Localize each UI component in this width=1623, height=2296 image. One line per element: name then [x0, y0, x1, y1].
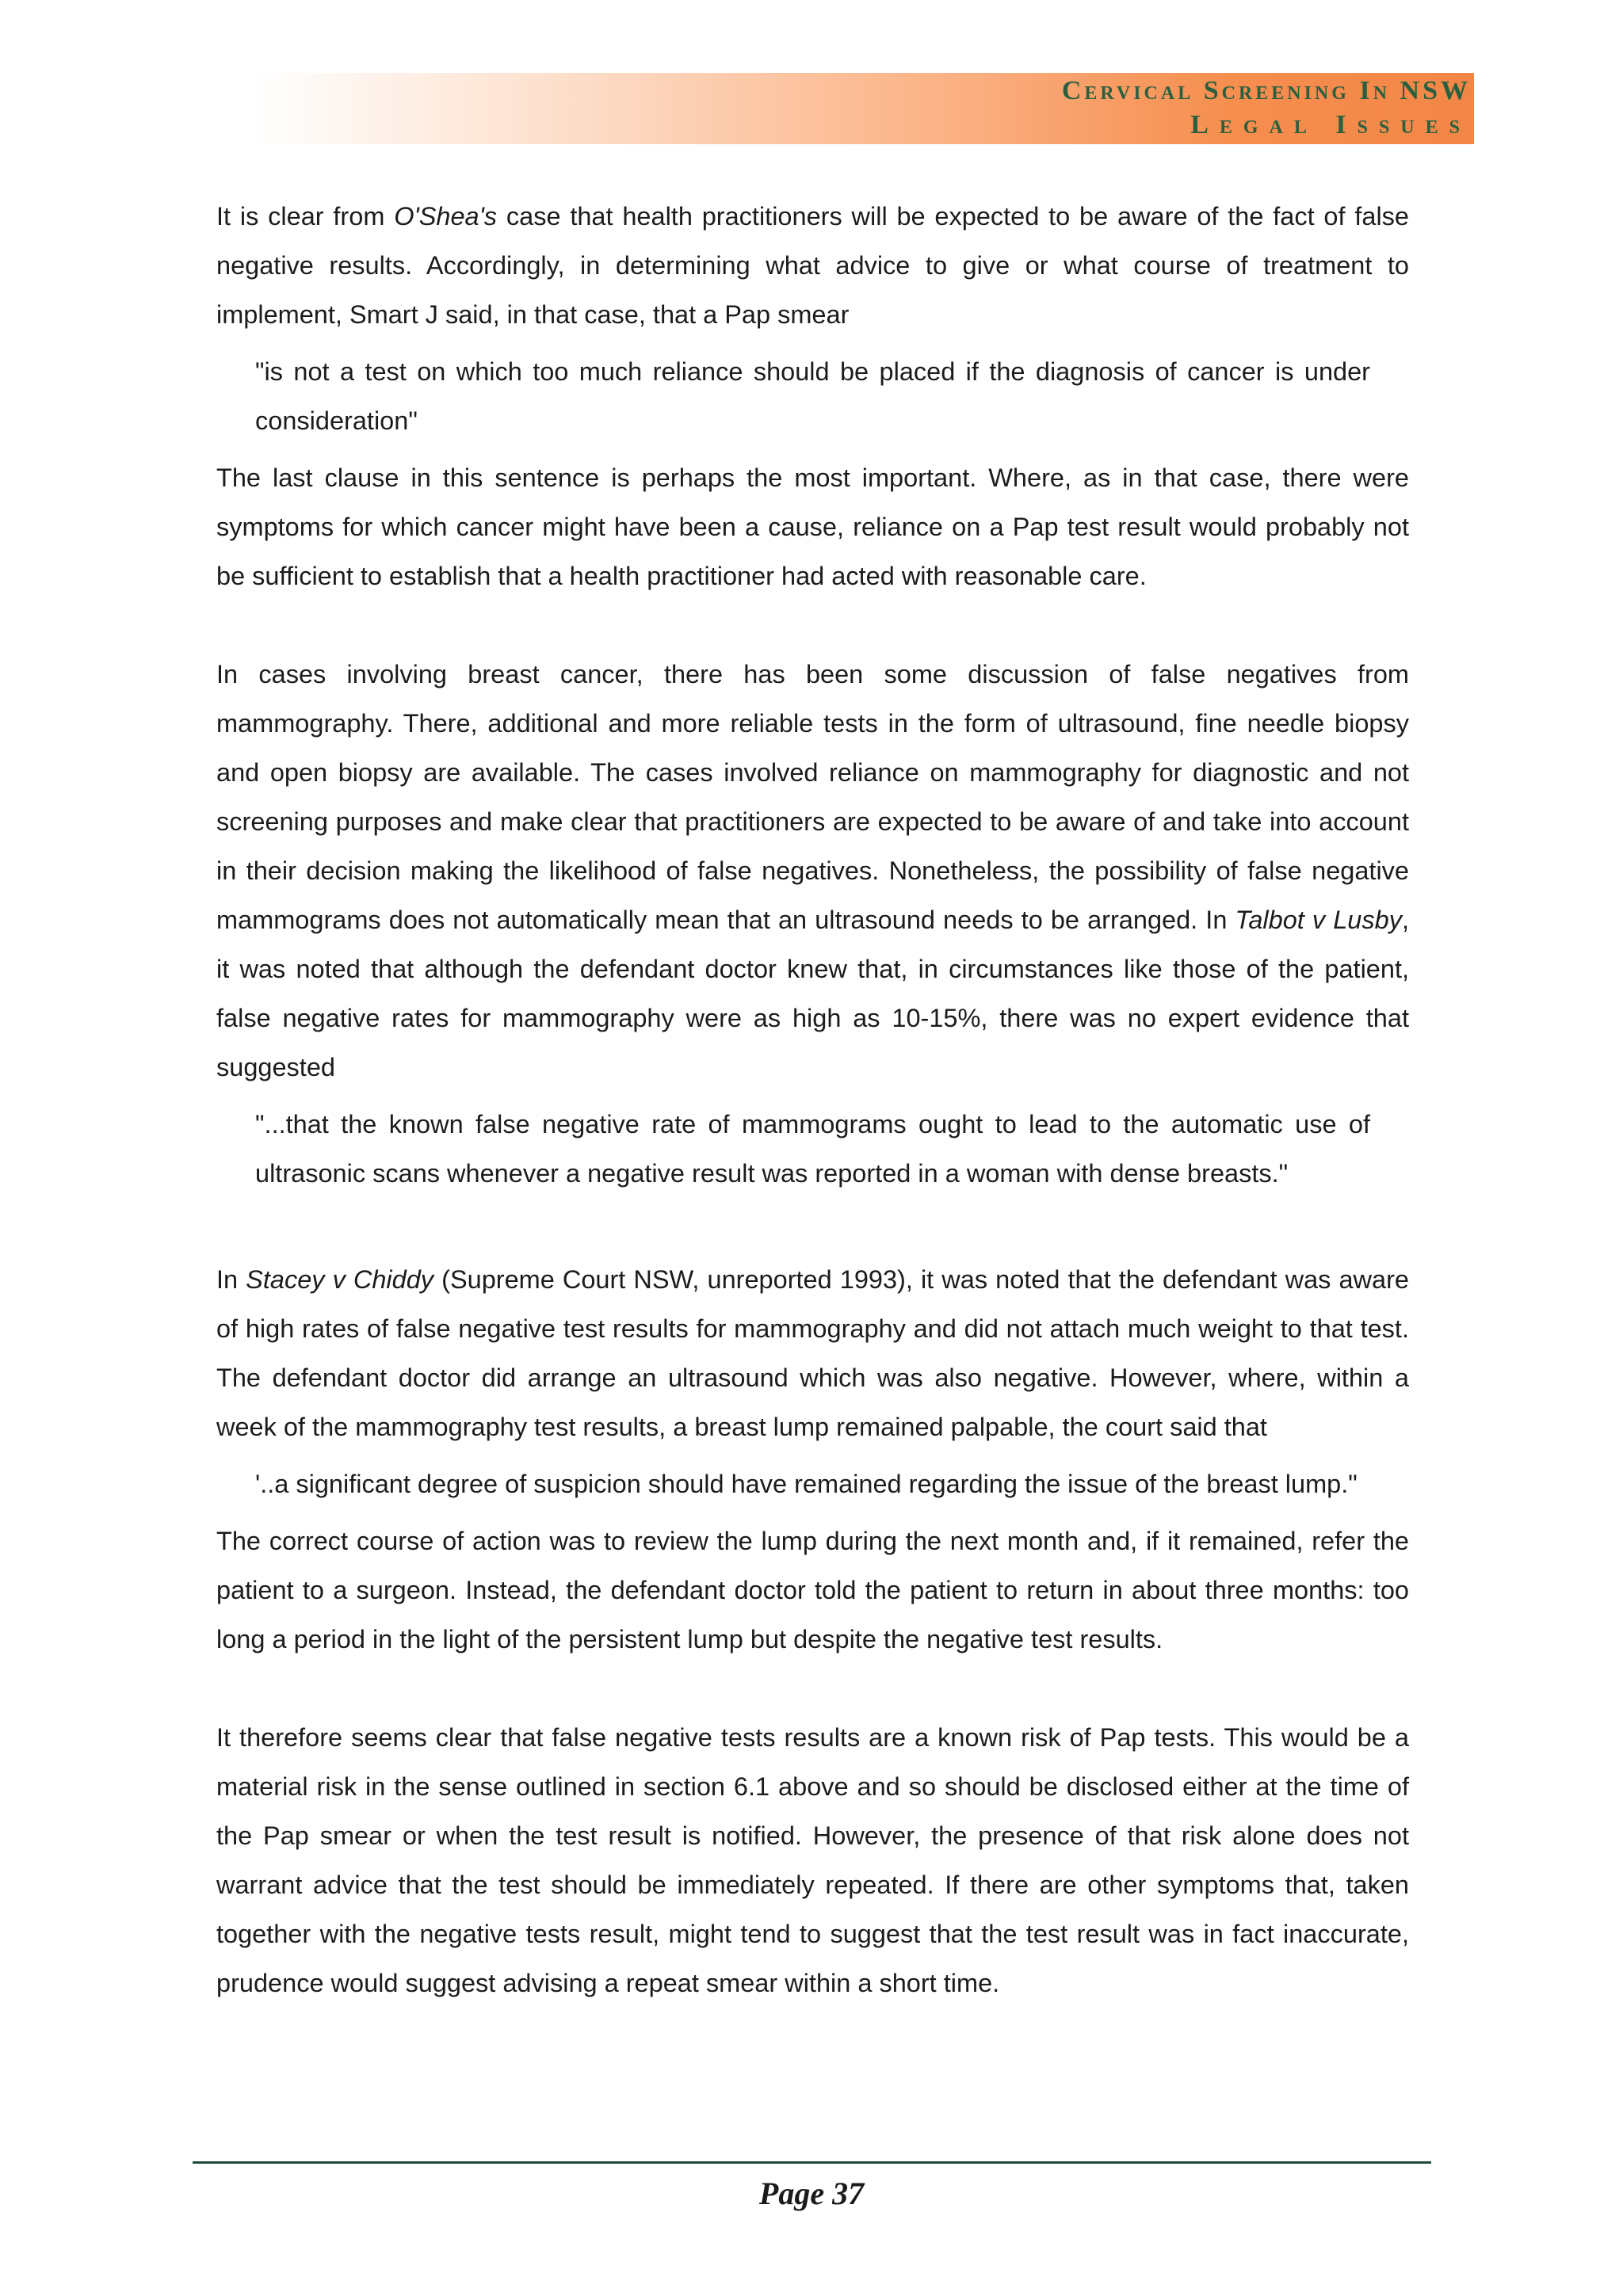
block-quote: "...that the known false negative rate of mammograms ought to lead to the automatic use of ultrasonic scans whenever a negative result was reported in a woman with dense breasts." — [255, 1110, 1370, 1188]
text-run: , it was noted that although the defendant doctor knew that, in circumstances like those of the patient, false negative rates for mammography were as high as 10-15%, there was no expert evidence that suggested — [216, 906, 1409, 1081]
running-header — [1062, 74, 1471, 143]
paragraph: The last clause in this sentence is perhaps the most important. Where, as in that case, there were symptoms for which cancer might have been a cause, reliance on a Pap test result would probably not be sufficient to establish that a health practitioner had acted with reasonable care. — [216, 463, 1409, 590]
paragraph-oshea — [216, 192, 1409, 339]
page-number: Page 37 — [758, 2176, 865, 2211]
footer-rule — [193, 2161, 1431, 2164]
case-name: O'Shea's — [394, 202, 498, 231]
block-quote: '..a significant degree of suspicion should have remained regarding the issue of the breast lump." — [255, 1470, 1358, 1498]
paragraph-stacey — [216, 1255, 1409, 1451]
text-run: In cases involving breast cancer, there has been some discussion of false negatives from mammography. There, additional and more reliable tests in the form of ultrasound, fine needle biopsy and open biopsy are available. The cases involved reliance on mammography for diagnostic and not screening purposes and make clear that practitioners are expected to be aware of and take into account in their decision making the likelihood of false negatives. Nonetheless, the possibility of false negative mammograms does not automatically mean that an ultrasound needs to be arranged. In — [216, 660, 1409, 934]
body-text — [216, 192, 1409, 2008]
block-quote: "is not a test on which too much reliance should be placed if the diagnosis of cancer is under consideration" — [255, 357, 1370, 435]
header-subtitle: Legal Issues — [1190, 110, 1471, 139]
case-name: Stacey v Chiddy — [246, 1265, 434, 1294]
paragraph: It therefore seems clear that false negative tests results are a known risk of Pap tests. This would be a material risk in the sense outlined in section 6.1 above and so should be disclosed either at the time of the Pap smear or when the test result is notified. However, the presence of that risk alone does not warrant advice that the test should be immediately repeated. If there are other symptoms that, taken together with the negative tests result, might tend to suggest that the test result was in fact inaccurate, prudence would suggest advising a repeat smear within a short time. — [216, 1723, 1409, 1997]
text-run: case that health practitioners will be expected to be aware of the fact of false negative results. Accordingly, in determining what advice to give or what course of treatment to implement, Smart J said, in that case, that a Pap smear — [216, 202, 1409, 329]
text-run: In — [216, 1265, 246, 1294]
header-title: Cervical Screening In NSW — [1061, 76, 1471, 105]
paragraph-breast-cancer — [216, 650, 1409, 1092]
text-run: (Supreme Court NSW, unreported 1993), it was noted that the defendant was aware of high rates of false negative test results for mammography and did not attach much weight to that test. The defendant doctor did arrange an ultrasound which was also negative. However, where, within a week of the mammography test results, a breast lump remained palpable, the court said that — [216, 1265, 1410, 1441]
paragraph: The correct course of action was to review the lump during the next month and, if it remained, refer the patient to a surgeon. Instead, the defendant doctor told the patient to return in about three months: too long a period in the light of the persistent lump but despite the negative test results. — [216, 1527, 1409, 1653]
text-run: It is clear from — [216, 202, 395, 231]
case-name: Talbot v Lusby — [1235, 906, 1402, 934]
